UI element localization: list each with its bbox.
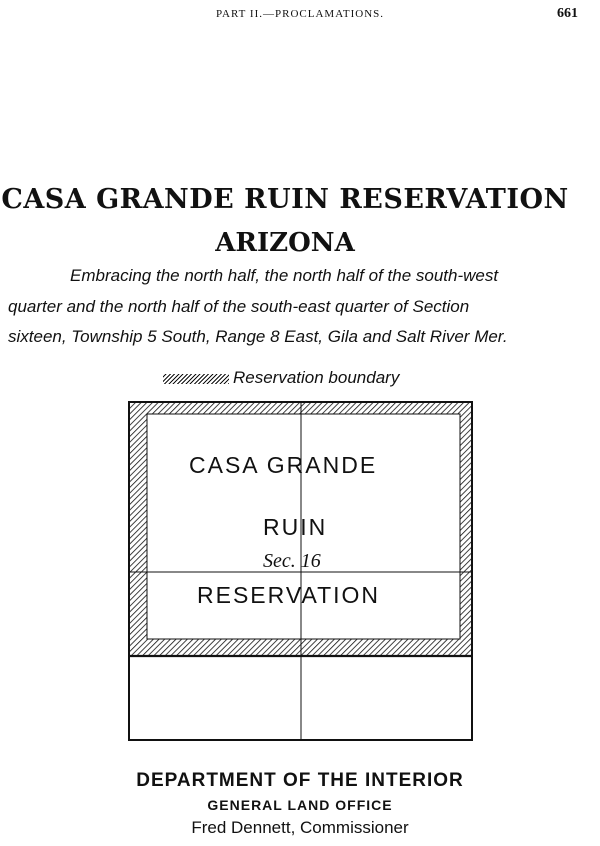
page-number: 661 [557,6,578,21]
legend-label: Reservation boundary [233,368,400,387]
description-line-3: sixteen, Township 5 South, Range 8 East, Gila and Salt River Mer. [8,327,508,346]
section-label: Sec. 16 [263,550,321,572]
description-line-2: quarter and the north half of the south-east quarter of Section [8,297,470,316]
map-subtitle: ARIZONA [215,228,355,258]
map-label-reservation: RESERVATION [197,582,381,608]
description-line-1: Embracing the north half, the north half of the south-west [70,266,499,285]
map-label-ruin: RUIN [263,514,328,540]
commissioner-signature: Fred Dennett, Commissioner [191,818,409,837]
department-name: DEPARTMENT OF THE INTERIOR [136,770,464,791]
map-label-casa-grande: CASA GRANDE [189,452,378,478]
office-name: GENERAL LAND OFFICE [207,797,393,813]
map-title: CASA GRANDE RUIN RESERVATION [1,184,569,215]
running-title: PART II.—PROCLAMATIONS. [215,8,385,20]
